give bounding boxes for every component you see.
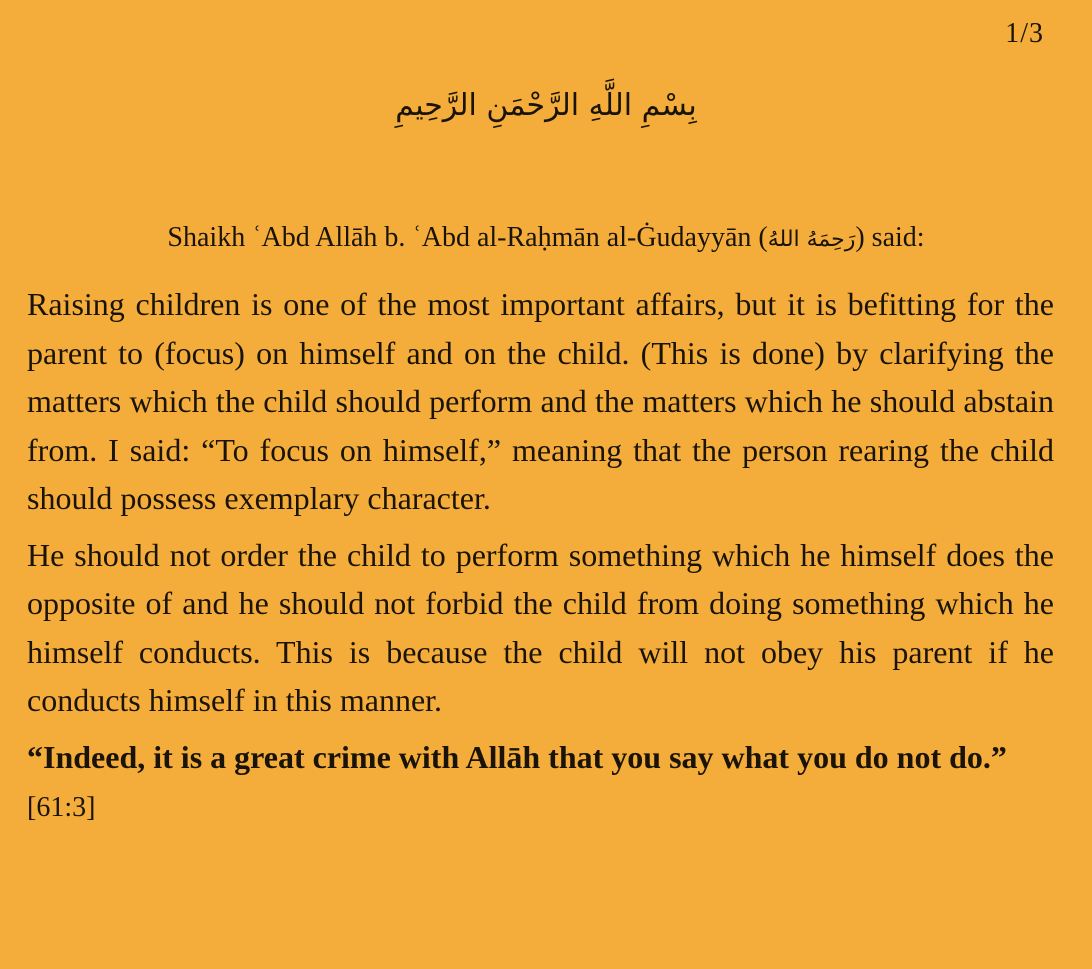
speaker-name: Shaikh ʿAbd Allāh b. ʿAbd al-Raḥmān al-Ġudayyān ( bbox=[167, 222, 768, 253]
paragraph-2: He should not order the child to perform something which he himself does the opposite of and he should not forbid the child from doing something which he himself conducts. This is because the child will not obey his parent if he conducts himself in this manner. bbox=[27, 536, 1054, 718]
speaker-said: ) said: bbox=[855, 222, 925, 253]
speaker-intro bbox=[0, 218, 1092, 260]
honorific-calligraphy: رَحِمَهُ اللهُ bbox=[767, 227, 856, 252]
quote-reference: [61:3] bbox=[27, 792, 96, 823]
basmala-calligraphy: بِسْمِ اللَّهِ الرَّحْمَنِ الرَّحِيمِ bbox=[395, 88, 697, 123]
page-number: 1/3 bbox=[1005, 18, 1044, 49]
body-text bbox=[27, 280, 1054, 833]
quote-text: “Indeed, it is a great crime with Allāh that you say what you do not do.” bbox=[27, 738, 1007, 775]
quran-quote bbox=[27, 733, 1054, 833]
paragraph-1: Raising children is one of the most important affairs, but it is befitting for the parent to (focus) on himself and on the child. (This is done) by clarifying the matters which the child should perform and the matters which he should abstain from. I said: “To focus on himself,” meaning that the person rearing the child should possess exemplary character. bbox=[27, 286, 1054, 516]
